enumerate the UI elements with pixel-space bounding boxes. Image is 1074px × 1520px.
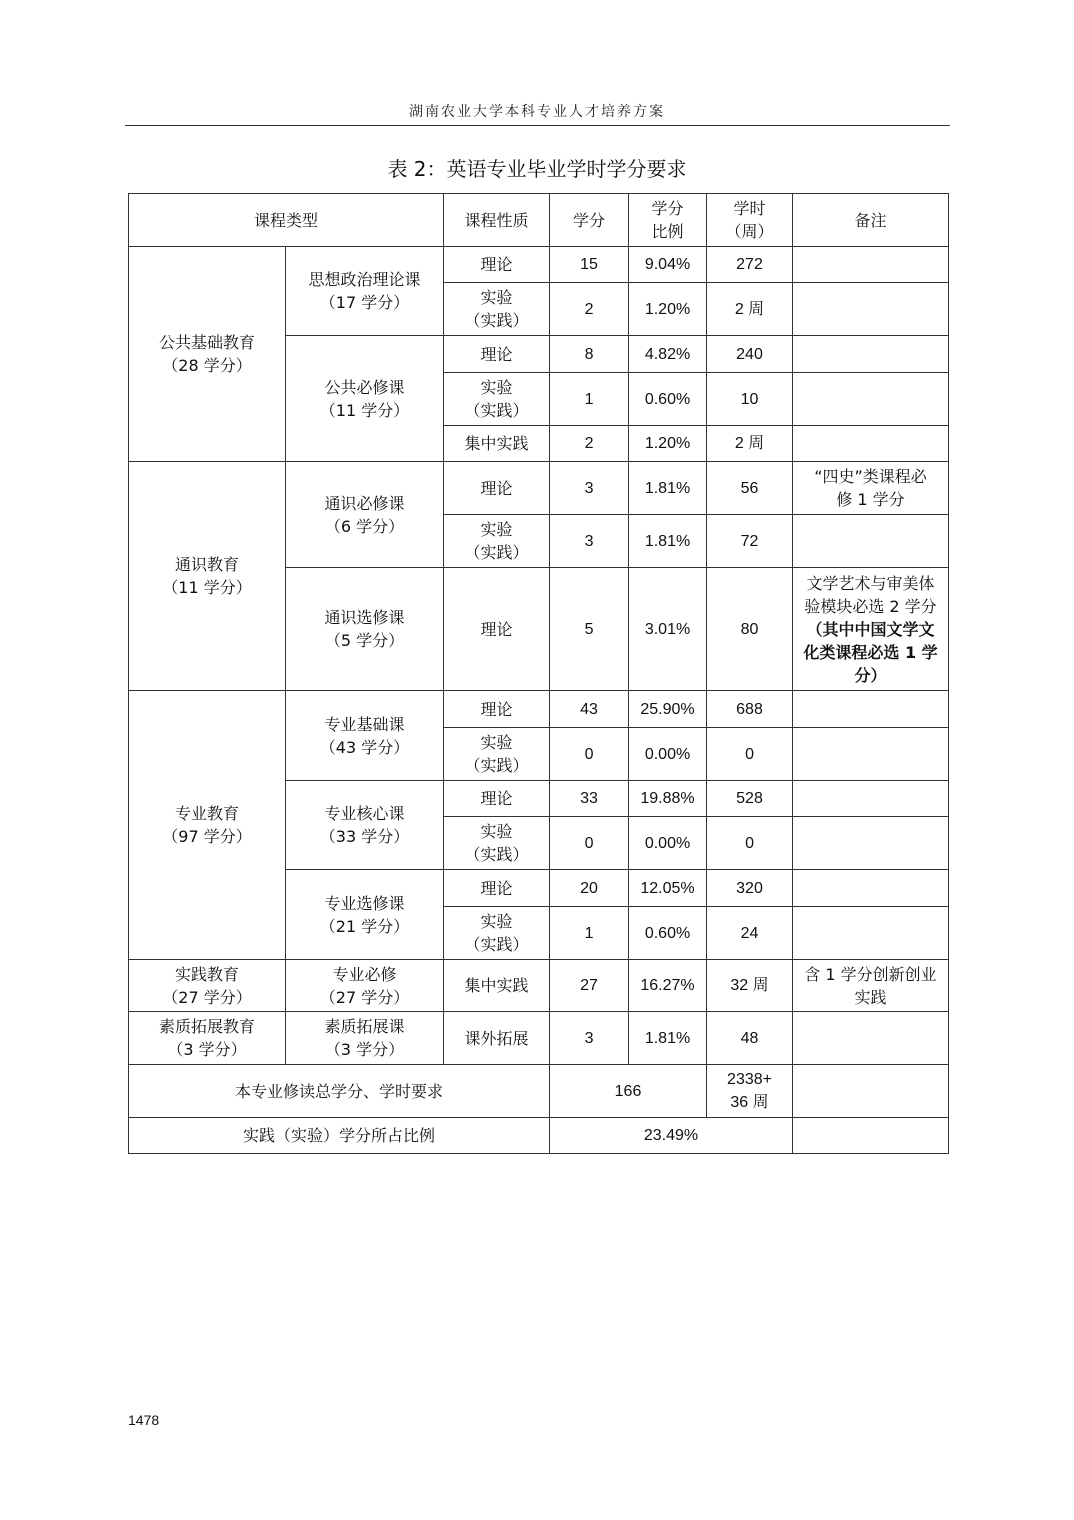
credit-cell: 15 <box>550 247 629 283</box>
note-cell <box>793 691 949 728</box>
subcategory-major-core: 专业核心课 （33 学分） <box>286 781 444 870</box>
ratio-cell: 0.00% <box>629 817 707 870</box>
page-header: 湖南农业大学本科专业人才培养方案 <box>409 104 665 120</box>
credit-cell: 5 <box>550 568 629 691</box>
note-cell: “四史”类课程必 修 1 学分 <box>793 462 949 515</box>
ratio-cell: 0.60% <box>629 373 707 426</box>
category-major: 专业教育 （97 学分） <box>129 691 286 960</box>
hours-cell: 56 <box>707 462 793 515</box>
subcategory-major-basic: 专业基础课 （43 学分） <box>286 691 444 781</box>
nature-cell: 集中实践 <box>444 426 550 462</box>
credit-requirements-table <box>128 193 949 1154</box>
credit-cell: 2 <box>550 426 629 462</box>
subcategory-general-required: 通识必修课 （6 学分） <box>286 462 444 568</box>
credit-cell: 0 <box>550 817 629 870</box>
hours-cell: 72 <box>707 515 793 568</box>
note-cell: 含 1 学分创新创业 实践 <box>793 960 949 1012</box>
hours-cell: 688 <box>707 691 793 728</box>
ratio-cell: 4.82% <box>629 336 707 373</box>
note-cell <box>793 728 949 781</box>
ratio-cell: 1.81% <box>629 1012 707 1065</box>
subcategory-ideology: 思想政治理论课 （17 学分） <box>286 247 444 336</box>
nature-cell: 实验 （实践） <box>444 515 550 568</box>
subcategory-major-required: 专业必修 （27 学分） <box>286 960 444 1012</box>
hours-cell: 48 <box>707 1012 793 1065</box>
nature-cell: 课外拓展 <box>444 1012 550 1065</box>
ratio-cell: 1.20% <box>629 426 707 462</box>
hours-cell: 80 <box>707 568 793 691</box>
subcategory-general-elective: 通识选修课 （5 学分） <box>286 568 444 691</box>
credit-cell: 0 <box>550 728 629 781</box>
ratio-cell: 1.81% <box>629 515 707 568</box>
nature-cell: 理论 <box>444 336 550 373</box>
ratio-cell: 12.05% <box>629 870 707 907</box>
category-general: 通识教育 （11 学分） <box>129 462 286 691</box>
nature-cell: 实验 （实践） <box>444 728 550 781</box>
total-credit: 166 <box>550 1065 707 1118</box>
nature-cell: 集中实践 <box>444 960 550 1012</box>
col-header-nature: 课程性质 <box>444 194 550 247</box>
note-cell <box>793 1012 949 1065</box>
page-number: 1478 <box>128 1412 160 1428</box>
note-cell <box>793 426 949 462</box>
practice-ratio-label: 实践（实验）学分所占比例 <box>129 1118 550 1154</box>
ratio-cell: 9.04% <box>629 247 707 283</box>
note-cell <box>793 781 949 817</box>
credit-cell: 43 <box>550 691 629 728</box>
credit-cell: 2 <box>550 283 629 336</box>
hours-cell: 2 周 <box>707 426 793 462</box>
hours-cell: 24 <box>707 907 793 960</box>
nature-cell: 实验 （实践） <box>444 283 550 336</box>
nature-cell: 理论 <box>444 781 550 817</box>
note-cell <box>793 907 949 960</box>
subcategory-major-elective: 专业选修课 （21 学分） <box>286 870 444 960</box>
credit-cell: 1 <box>550 907 629 960</box>
hours-cell: 320 <box>707 870 793 907</box>
category-public: 公共基础教育 （28 学分） <box>129 247 286 462</box>
note-cell <box>793 1065 949 1118</box>
col-header-type: 课程类型 <box>129 194 444 247</box>
ratio-cell: 0.00% <box>629 728 707 781</box>
col-header-credit: 学分 <box>550 194 629 247</box>
table-row <box>129 1012 949 1065</box>
ratio-cell: 1.81% <box>629 462 707 515</box>
nature-cell: 理论 <box>444 462 550 515</box>
hours-cell: 528 <box>707 781 793 817</box>
subcategory-public-required: 公共必修课 （11 学分） <box>286 336 444 462</box>
col-header-note: 备注 <box>793 194 949 247</box>
total-row <box>129 1065 949 1118</box>
subcategory-quality: 素质拓展课 （3 学分） <box>286 1012 444 1065</box>
note-cell: 文学艺术与审美体 验模块必选 2 学分 （其中中国文学文 化类课程必选 1 学 分） <box>793 568 949 691</box>
note-cell <box>793 247 949 283</box>
nature-cell: 理论 <box>444 870 550 907</box>
category-practice: 实践教育 （27 学分） <box>129 960 286 1012</box>
table-row <box>129 247 949 283</box>
note-cell <box>793 336 949 373</box>
ratio-cell: 16.27% <box>629 960 707 1012</box>
credit-cell: 27 <box>550 960 629 1012</box>
credit-cell: 3 <box>550 515 629 568</box>
nature-cell: 实验 （实践） <box>444 907 550 960</box>
practice-ratio-row <box>129 1118 949 1154</box>
credit-cell: 3 <box>550 462 629 515</box>
ratio-cell: 25.90% <box>629 691 707 728</box>
credit-cell: 3 <box>550 1012 629 1065</box>
table-row <box>129 462 949 515</box>
note-cell <box>793 283 949 336</box>
credit-cell: 1 <box>550 373 629 426</box>
col-header-ratio: 学分 比例 <box>629 194 707 247</box>
header-rule <box>125 125 950 126</box>
ratio-cell: 0.60% <box>629 907 707 960</box>
credit-cell: 8 <box>550 336 629 373</box>
note-cell <box>793 373 949 426</box>
total-label: 本专业修读总学分、学时要求 <box>129 1065 550 1118</box>
nature-cell: 实验 （实践） <box>444 373 550 426</box>
hours-cell: 272 <box>707 247 793 283</box>
col-header-hours: 学时 （周） <box>707 194 793 247</box>
table-header-row <box>129 194 949 247</box>
note-cell <box>793 515 949 568</box>
table-row <box>129 960 949 1012</box>
note-cell <box>793 1118 949 1154</box>
table-row <box>129 691 949 728</box>
note-cell <box>793 817 949 870</box>
practice-ratio-value: 23.49% <box>550 1118 793 1154</box>
ratio-cell: 19.88% <box>629 781 707 817</box>
table-title: 表 2：英语专业毕业学时学分要求 <box>387 157 687 181</box>
hours-cell: 10 <box>707 373 793 426</box>
hours-cell: 0 <box>707 728 793 781</box>
nature-cell: 理论 <box>444 247 550 283</box>
hours-cell: 0 <box>707 817 793 870</box>
note-cell <box>793 870 949 907</box>
credit-cell: 20 <box>550 870 629 907</box>
ratio-cell: 1.20% <box>629 283 707 336</box>
ratio-cell: 3.01% <box>629 568 707 691</box>
category-quality: 素质拓展教育 （3 学分） <box>129 1012 286 1065</box>
hours-cell: 240 <box>707 336 793 373</box>
hours-cell: 32 周 <box>707 960 793 1012</box>
credit-cell: 33 <box>550 781 629 817</box>
hours-cell: 2 周 <box>707 283 793 336</box>
nature-cell: 理论 <box>444 568 550 691</box>
total-hours: 2338+ 36 周 <box>707 1065 793 1118</box>
nature-cell: 理论 <box>444 691 550 728</box>
nature-cell: 实验 （实践） <box>444 817 550 870</box>
